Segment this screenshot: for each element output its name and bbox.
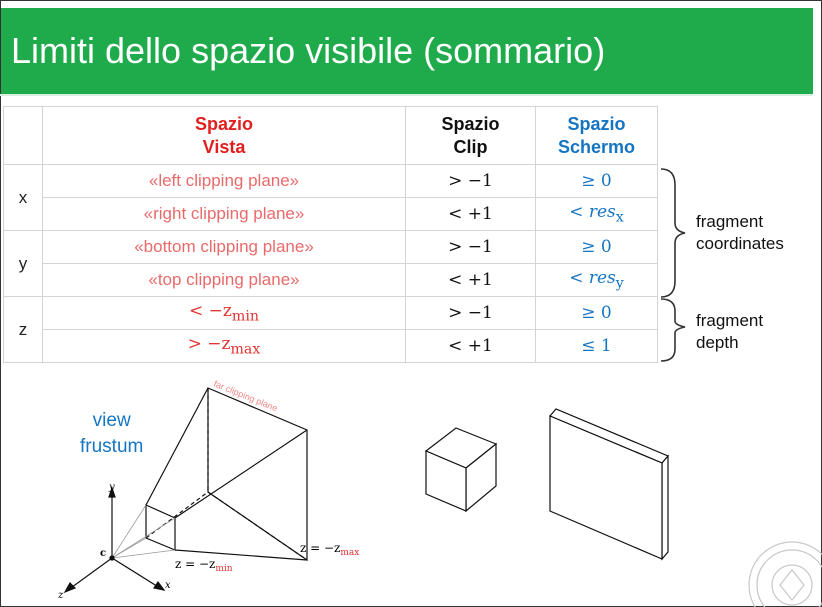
clip-cell: < +1: [406, 330, 536, 363]
brace-coordinates: [661, 169, 685, 297]
vista-cell: «bottom clipping plane»: [43, 231, 406, 264]
summary-table: [3, 106, 658, 363]
vista-cell: > $-z_{max}$: [43, 330, 406, 363]
axis-label-y: y: [4, 231, 43, 297]
cube-illustration: [426, 428, 496, 511]
header-spazio-vista: Spazio Vista: [43, 107, 406, 165]
header-spazio-schermo: Spazio Schermo: [536, 107, 658, 165]
far-plane-label: far clipping plane: [212, 378, 280, 414]
view-frustum-label: view frustum: [80, 410, 144, 457]
label-fragment-coordinates: fragment coordinates: [696, 212, 784, 253]
table-header-row: [4, 107, 658, 165]
origin-label: c: [100, 548, 107, 559]
brace-depth: [661, 299, 685, 361]
label-fragment-depth: fragment depth: [696, 311, 764, 352]
table-row: [4, 330, 658, 363]
screen-illustration: [550, 409, 668, 559]
title-bar: [1, 8, 813, 94]
schermo-cell: < res$_x$: [536, 198, 658, 231]
clip-cell: < +1: [406, 264, 536, 297]
schermo-cell: ≤ 1: [536, 330, 658, 363]
vista-cell: < $-z_{min}$: [43, 297, 406, 330]
vista-cell: «top clipping plane»: [43, 264, 406, 297]
schermo-cell: ≥ 0: [536, 297, 658, 330]
slide-title: Limiti dello spazio visibile (sommario): [11, 30, 606, 71]
header-spazio-clip: Spazio Clip: [406, 107, 536, 165]
axis-label-x: x: [4, 165, 43, 231]
header-empty-cell: [4, 107, 43, 165]
z-min-label: $z = -z_{min}$: [175, 557, 233, 574]
axis-label-y-diagram: y: [109, 482, 115, 493]
clip-cell: < +1: [406, 198, 536, 231]
table-row: [4, 231, 658, 264]
axis-label-z: z: [4, 297, 43, 363]
schermo-cell: ≥ 0: [536, 165, 658, 198]
illustrations: [0, 370, 822, 607]
vista-cell: «left clipping plane»: [43, 165, 406, 198]
table-row: [4, 297, 658, 330]
clip-cell: > −1: [406, 231, 536, 264]
braces-graphic: [655, 165, 695, 370]
clip-cell: > −1: [406, 297, 536, 330]
schermo-cell: < res$_y$: [536, 264, 658, 297]
schermo-cell: ≥ 0: [536, 231, 658, 264]
title-divider: [0, 94, 812, 96]
z-max-label: $z = -z_{max}$: [300, 541, 360, 558]
university-seal-icon: [749, 542, 822, 607]
vista-cell: «right clipping plane»: [43, 198, 406, 231]
table-row: [4, 165, 658, 198]
axis-label-z-diagram: z: [58, 590, 64, 601]
clip-cell: > −1: [406, 165, 536, 198]
axis-label-x-diagram: x: [165, 580, 171, 591]
table-row: [4, 264, 658, 297]
table-row: [4, 198, 658, 231]
